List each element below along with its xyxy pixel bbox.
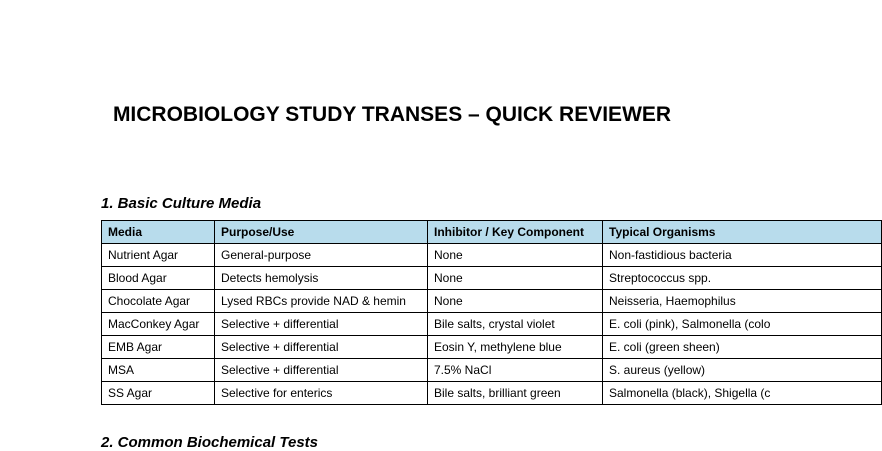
table-cell: Non-fastidious bacteria <box>603 244 882 267</box>
table-row <box>102 244 882 267</box>
column-header-organisms: Typical Organisms <box>603 221 882 244</box>
table-row <box>102 267 882 290</box>
table-cell: E. coli (green sheen) <box>603 336 882 359</box>
table-cell: Blood Agar <box>102 267 215 290</box>
table-cell: Chocolate Agar <box>102 290 215 313</box>
table-cell: EMB Agar <box>102 336 215 359</box>
page-title: MICROBIOLOGY STUDY TRANSES – QUICK REVIEWER <box>112 103 672 126</box>
section-heading-basic-culture-media: 1. Basic Culture Media <box>101 195 262 212</box>
media-table-container <box>101 220 784 406</box>
column-header-purpose: Purpose/Use <box>215 221 428 244</box>
section-heading-biochemical-tests: 2. Common Biochemical Tests <box>101 434 319 451</box>
table-cell: Streptococcus spp. <box>603 267 882 290</box>
table-cell: Selective + differential <box>215 359 428 382</box>
table-cell: Bile salts, brilliant green <box>428 382 603 405</box>
table-header-row <box>102 221 882 244</box>
table-row <box>102 313 882 336</box>
column-header-inhibitor: Inhibitor / Key Component <box>428 221 603 244</box>
table-cell: Detects hemolysis <box>215 267 428 290</box>
table-cell: Selective + differential <box>215 336 428 359</box>
table-cell: General-purpose <box>215 244 428 267</box>
table-cell: S. aureus (yellow) <box>603 359 882 382</box>
table-cell: None <box>428 290 603 313</box>
table-row <box>102 359 882 382</box>
table-cell: None <box>428 267 603 290</box>
table-cell: None <box>428 244 603 267</box>
culture-media-table <box>101 220 882 405</box>
table-cell: Neisseria, Haemophilus <box>603 290 882 313</box>
table-cell: SS Agar <box>102 382 215 405</box>
table-cell: MSA <box>102 359 215 382</box>
table-cell: Selective + differential <box>215 313 428 336</box>
table-row <box>102 382 882 405</box>
table-cell: E. coli (pink), Salmonella (colo <box>603 313 882 336</box>
column-header-media: Media <box>102 221 215 244</box>
table-cell: Salmonella (black), Shigella (c <box>603 382 882 405</box>
table-row <box>102 290 882 313</box>
table-cell: Bile salts, crystal violet <box>428 313 603 336</box>
table-cell: Eosin Y, methylene blue <box>428 336 603 359</box>
table-cell: Nutrient Agar <box>102 244 215 267</box>
table-cell: Lysed RBCs provide NAD & hemin <box>215 290 428 313</box>
table-cell: Selective for enterics <box>215 382 428 405</box>
table-cell: 7.5% NaCl <box>428 359 603 382</box>
table-row <box>102 336 882 359</box>
table-cell: MacConkey Agar <box>102 313 215 336</box>
